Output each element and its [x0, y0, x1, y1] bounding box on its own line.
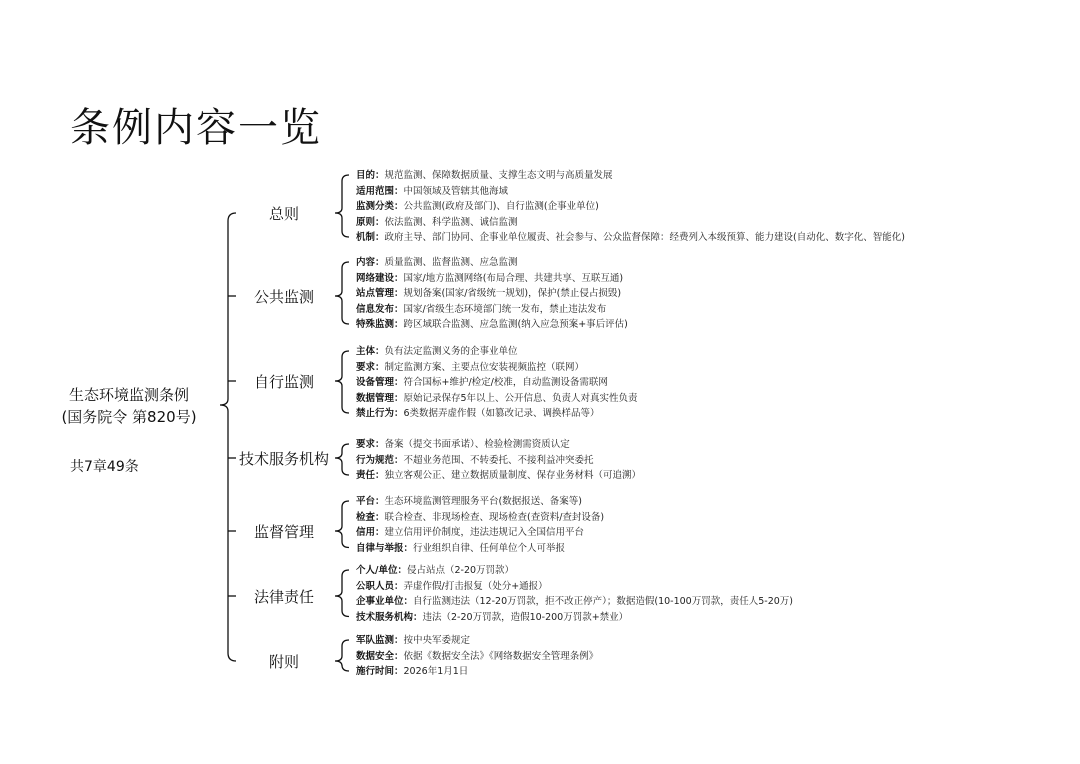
root-article-count: 共7章49条 — [70, 459, 139, 475]
leaf-item — [356, 184, 508, 199]
leaf-key: 设备管理： — [356, 377, 404, 388]
leaf-text: 联合检查、非现场检查、现场检查(查资料/查封设备) — [384, 511, 605, 523]
leaf-item — [356, 453, 594, 468]
leaf-key: 责任： — [356, 470, 385, 481]
branch-label: 总则 — [268, 205, 299, 223]
leaf-item — [356, 391, 638, 406]
root-title-line1: 生态环境监测条例 — [68, 386, 189, 404]
leaf-item — [356, 168, 613, 183]
leaf-key: 数据安全： — [356, 650, 404, 662]
leaf-key: 信用： — [356, 527, 385, 538]
leaf-key: 公职人员： — [356, 580, 404, 592]
leaf-item — [356, 494, 582, 509]
leaf-item — [356, 360, 584, 375]
leaf-key: 机制： — [356, 232, 385, 243]
leaf-text: 国家/地方监测网络(布局合理、共建共享、互联互通) — [403, 272, 624, 284]
root-title-line2: (国务院令 第820号) — [61, 408, 197, 426]
leaf-item — [356, 271, 623, 286]
leaf-text: 符合国标+维护/检定/校准，自动监测设备需联网 — [403, 377, 608, 388]
leaf-text: 公共监测(政府及部门)、自行监测(企事业单位) — [403, 201, 599, 212]
leaf-key: 技术服务机构： — [356, 611, 423, 623]
leaf-text: 生态环境监测管理服务平台(数据报送、备案等) — [384, 496, 582, 507]
leaf-item — [356, 649, 598, 664]
leaf-text: 规范监测、保障数据质量、支撑生态文明与高质量发展 — [384, 170, 613, 181]
leaf-item — [356, 437, 570, 452]
leaf-key: 数据管理： — [356, 392, 404, 404]
leaf-key: 监测分类： — [356, 201, 404, 212]
leaf-text: 侵占站点（2-20万罚款） — [406, 565, 515, 576]
leaf-item — [356, 255, 518, 270]
leaf-item — [356, 215, 518, 230]
leaf-key: 检查： — [356, 511, 385, 523]
leaf-key: 目的： — [356, 170, 385, 181]
leaf-key: 特殊监测： — [356, 319, 404, 330]
branch-label: 监督管理 — [253, 523, 314, 541]
leaf-key: 禁止行为： — [356, 408, 404, 419]
leaf-text: 原始记录保存5年以上、公开信息、负责人对真实性负责 — [403, 392, 638, 404]
leaf-text: 依法监测、科学监测、诚信监测 — [384, 216, 518, 228]
leaf-text: 国家/省级生态环境部门统一发布，禁止违法发布 — [403, 303, 607, 315]
leaf-item — [356, 317, 628, 332]
leaf-item — [356, 594, 793, 609]
leaf-text: 违法（2-20万罚款，造假10-200万罚款+禁业） — [422, 611, 629, 623]
leaf-text: 6类数据弄虚作假（如篡改记录、调换样品等） — [403, 408, 600, 419]
leaf-key: 个人/单位： — [356, 565, 407, 576]
leaf-text: 自行监测违法（12-20万罚款，拒不改正停产）；数据造假(10-100万罚款，责任人5-20万) — [413, 596, 793, 607]
leaf-item — [356, 633, 470, 648]
branch-label: 自行监测 — [253, 373, 314, 391]
leaf-text: 负有法定监测义务的企事业单位 — [384, 346, 518, 357]
leaf-text: 跨区域联合监测、应急监测(纳入应急预案+事后评估) — [403, 319, 628, 330]
branch-label: 公共监测 — [253, 288, 314, 306]
leaf-item — [356, 525, 584, 540]
leaf-key: 要求： — [356, 361, 385, 373]
leaf-item — [356, 230, 905, 245]
leaf-text: 独立客观公正、建立数据质量制度、保存业务材料（可追溯） — [384, 470, 642, 481]
leaf-text: 规划备案(国家/省级统一规划)，保护(禁止侵占损毁) — [403, 288, 622, 299]
leaf-text: 弄虚作假/打击报复（处分+通报） — [403, 580, 548, 592]
leaf-text: 不超业务范围、不转委托、不接利益冲突委托 — [403, 454, 594, 466]
leaf-key: 军队监测： — [356, 635, 404, 646]
leaf-item — [356, 563, 514, 578]
leaf-item — [356, 199, 599, 214]
leaf-text: 政府主导、部门协同、企事业单位履责、社会参与、公众监督保障：经费列入本级预算、能力建设(自动化、数字化、智能化) — [384, 232, 905, 243]
leaf-key: 适用范围： — [356, 185, 404, 197]
leaf-key: 信息发布： — [356, 303, 404, 315]
leaf-text: 2026年1月1日 — [403, 666, 469, 677]
leaf-item — [356, 344, 518, 359]
leaf-key: 主体： — [356, 346, 385, 357]
leaf-item — [356, 302, 606, 317]
branch-label: 技术服务机构 — [238, 450, 329, 468]
leaf-key: 网络建设： — [356, 272, 404, 284]
leaf-key: 平台： — [356, 496, 385, 507]
branch-label: 附则 — [268, 653, 299, 671]
leaf-key: 施行时间： — [356, 666, 404, 677]
leaf-item — [356, 541, 565, 556]
leaf-key: 自律与举报： — [356, 542, 414, 554]
leaf-text: 质量监测、监督监测、应急监测 — [384, 257, 518, 268]
leaf-text: 中国领域及管辖其他海域 — [403, 185, 509, 197]
branch-label: 法律责任 — [253, 588, 314, 606]
page-title: 条例内容一览 — [70, 105, 322, 151]
leaf-item — [356, 375, 608, 390]
leaf-text: 按中央军委规定 — [403, 635, 471, 646]
leaf-item — [356, 664, 468, 679]
leaf-item — [356, 610, 628, 625]
leaf-key: 企事业单位： — [356, 596, 414, 607]
leaf-item — [356, 286, 621, 301]
leaf-key: 要求： — [356, 439, 385, 450]
leaf-item — [356, 468, 641, 483]
leaf-item — [356, 406, 600, 421]
leaf-text: 建立信用评价制度，违法违规记入全国信用平台 — [384, 527, 585, 538]
leaf-key: 内容： — [356, 257, 385, 268]
leaf-key: 站点管理： — [356, 288, 404, 299]
leaf-item — [356, 510, 604, 525]
leaf-key: 原则： — [356, 216, 385, 228]
leaf-text: 行业组织自律、任何单位个人可举报 — [413, 542, 566, 554]
leaf-text: 备案（提交书面承诺）、检验检测需资质认定 — [384, 439, 570, 450]
leaf-text: 依据《数据安全法》《网络数据安全管理条例》 — [403, 650, 599, 662]
leaf-text: 制定监测方案、主要点位安装视频监控（联网） — [384, 361, 585, 373]
leaf-item — [356, 579, 548, 594]
leaf-key: 行为规范： — [356, 454, 404, 466]
